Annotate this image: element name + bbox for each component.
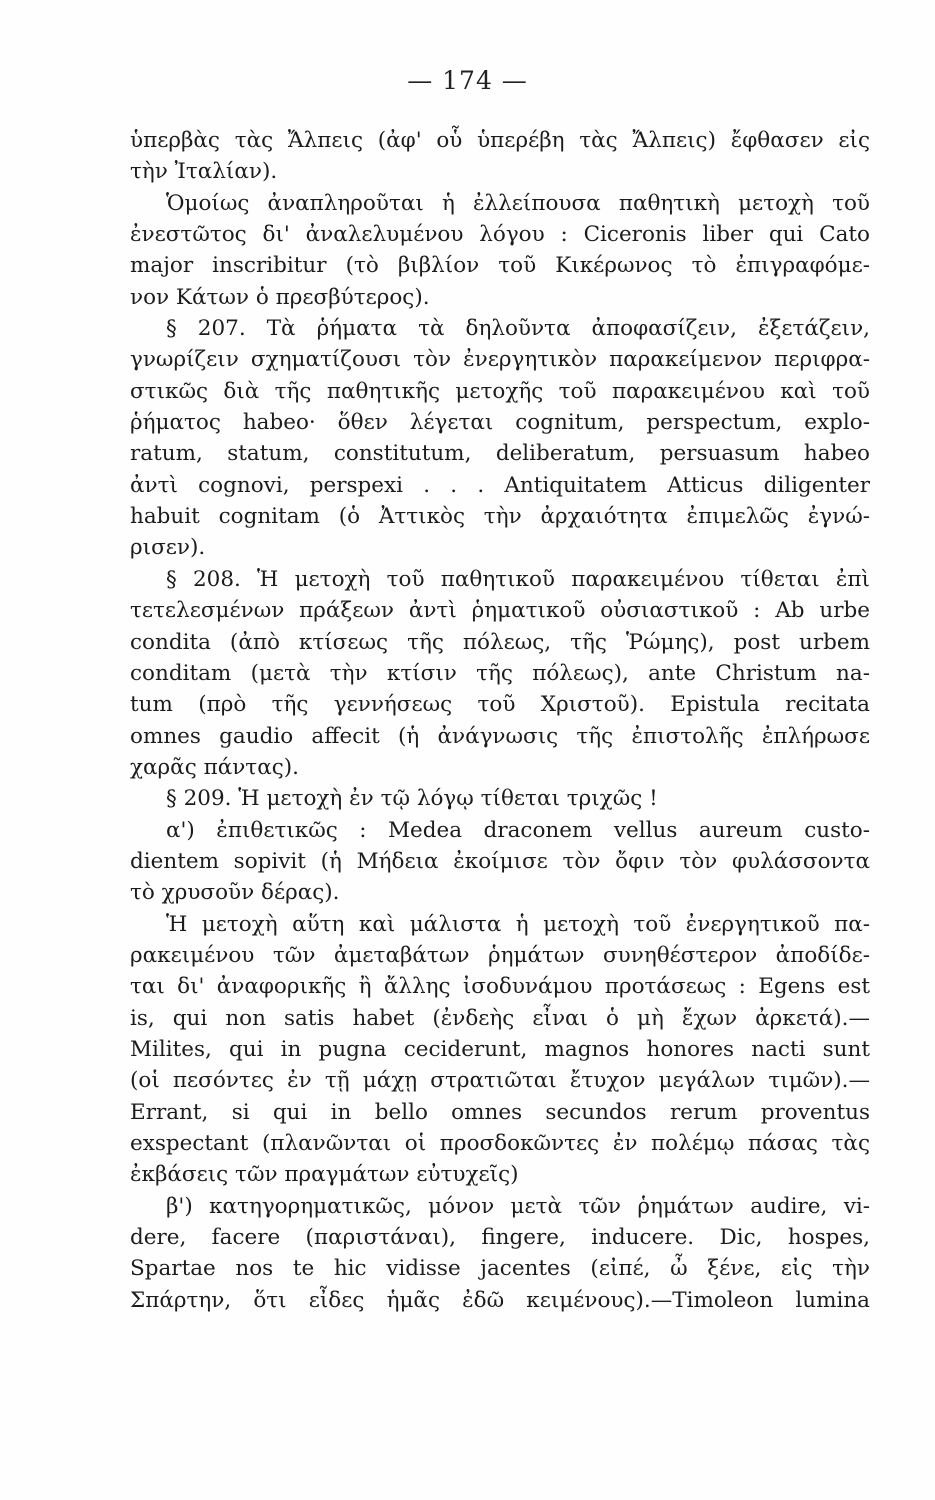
- text-line: conditam (μετὰ τὴν κτίσιν τῆς πόλεως), ante Christum na-: [130, 660, 870, 686]
- text-line: ratum, statum, constitutum, deliberatum, persuasum habeo: [130, 441, 870, 467]
- text-line: is, qui non satis habet (ἐνδεὴς εἶναι ὁ μὴ ἔχων ἀρκετά).—: [130, 1005, 870, 1031]
- text-line: (οἱ πεσόντες ἐν τῇ μάχῃ στρατιῶται ἔτυχον μεγάλων τιμῶν).—: [130, 1068, 870, 1094]
- section-heading-208: § 208. Ἡ μετοχὴ τοῦ παθητικοῦ παρακειμένου τίθεται ἐπὶ: [166, 566, 870, 592]
- text-line: Ἡ μετοχὴ αὕτη καὶ μάλιστα ἡ μετοχὴ τοῦ ἐνεργητικοῦ πα-: [166, 911, 870, 937]
- text-line: dere, facere (παριστάναι), fingere, inducere. Dic, hospes,: [130, 1225, 870, 1251]
- text-line: ται δι' ἀναφορικῆς ἢ ἄλλης ἰσοδυνάμου προτάσεως : Egens est: [130, 974, 870, 1000]
- text-line: Milites, qui in pugna ceciderunt, magnos honores nacti sunt: [130, 1036, 870, 1062]
- text-line: στικῶς διὰ τῆς παθητικῆς μετοχῆς τοῦ παρακειμένου καὶ τοῦ: [130, 378, 870, 404]
- section-heading-209: § 209. Ἡ μετοχὴ ἐν τῷ λόγῳ τίθεται τριχῶς !: [166, 786, 658, 812]
- text-line: τὴν Ἰταλίαν).: [130, 159, 278, 185]
- text-line: ῥήματος habeo· ὅθεν λέγεται cognitum, perspectum, explo-: [130, 410, 870, 436]
- text-line: omnes gaudio affecit (ἡ ἀνάγνωσις τῆς ἐπιστολῆς ἐπλήρωσε: [130, 723, 870, 749]
- text-line: γνωρίζειν σχηματίζουσι τὸν ἐνεργητικὸν παρακείμενον περιφρα-: [130, 347, 870, 373]
- text-line: ρακειμένου τῶν ἀμεταβάτων ῥημάτων συνηθέστερον ἀποδίδε-: [130, 942, 870, 968]
- page-number: — 174 —: [407, 66, 528, 95]
- text-line: β') κατηγορηματικῶς, μόνον μετὰ τῶν ῥημάτων audire, vi-: [166, 1193, 870, 1219]
- text-line: dientem sopivit (ἡ Μήδεια ἐκοίμισε τὸν ὄφιν τὸν φυλάσσοντα: [130, 848, 870, 874]
- text-line: Errant, si qui in bello omnes secundos rerum proventus: [130, 1099, 870, 1125]
- text-line: τὸ χρυσοῦν δέρας).: [130, 880, 340, 906]
- text-line: Spartae nos te hic vidisse jacentes (εἰπέ, ὦ ξένε, εἰς τὴν: [130, 1256, 870, 1282]
- text-line: ρισεν).: [130, 535, 206, 561]
- text-line: χαρᾶς πάντας).: [130, 754, 299, 780]
- text-line: ἐνεστῶτος δι' ἀναλελυμένου λόγου : Ciceronis liber qui Cato: [130, 222, 870, 248]
- text-line: major inscribitur (τὸ βιβλίον τοῦ Κικέρωνος τὸ ἐπιγραφόμε-: [130, 253, 870, 279]
- text-line: α') ἐπιθετικῶς : Medea draconem vellus aureum custo-: [166, 817, 870, 843]
- text-line: condita (ἀπὸ κτίσεως τῆς πόλεως, τῆς Ῥώμης), post urbem: [130, 629, 870, 655]
- text-line: tum (πρὸ τῆς γεννήσεως τοῦ Χριστοῦ). Epistula recitata: [130, 692, 870, 718]
- text-line: ἀντὶ cognovi, perspexi . . . Antiquitatem Atticus diligenter: [130, 472, 870, 498]
- text-line: νον Κάτων ὁ πρεσβύτερος).: [130, 284, 430, 310]
- text-line: τετελεσμένων πράξεων ἀντὶ ῥηματικοῦ οὐσιαστικοῦ : Ab urbe: [130, 598, 870, 624]
- text-line: Ὁμοίως ἀναπληροῦται ἡ ἐλλείπουσα παθητικὴ μετοχὴ τοῦ: [166, 190, 870, 216]
- section-heading-207: § 207. Τὰ ῥήματα τὰ δηλοῦντα ἀποφασίζειν, ἐξετάζειν,: [166, 316, 870, 342]
- text-line: Σπάρτην, ὅτι εἶδες ἡμᾶς ἐδῶ κειμένους).—Timoleon lumina: [130, 1287, 870, 1313]
- text-line: habuit cognitam (ὁ Ἀττικὸς τὴν ἀρχαιότητα ἐπιμελῶς ἐγνώ-: [130, 504, 870, 530]
- text-line: ἐκβάσεις τῶν πραγμάτων εὐτυχεῖς): [130, 1162, 519, 1188]
- text-line: ὑπερβὰς τὰς Ἄλπεις (ἀφ' οὗ ὑπερέβη τὰς Ἄλπεις) ἔφθασεν εἰς: [130, 128, 870, 153]
- body-text: [130, 125, 870, 1316]
- text-line: exspectant (πλανῶνται οἱ προσδοκῶντες ἐν πολέμῳ πάσας τὰς: [130, 1131, 870, 1156]
